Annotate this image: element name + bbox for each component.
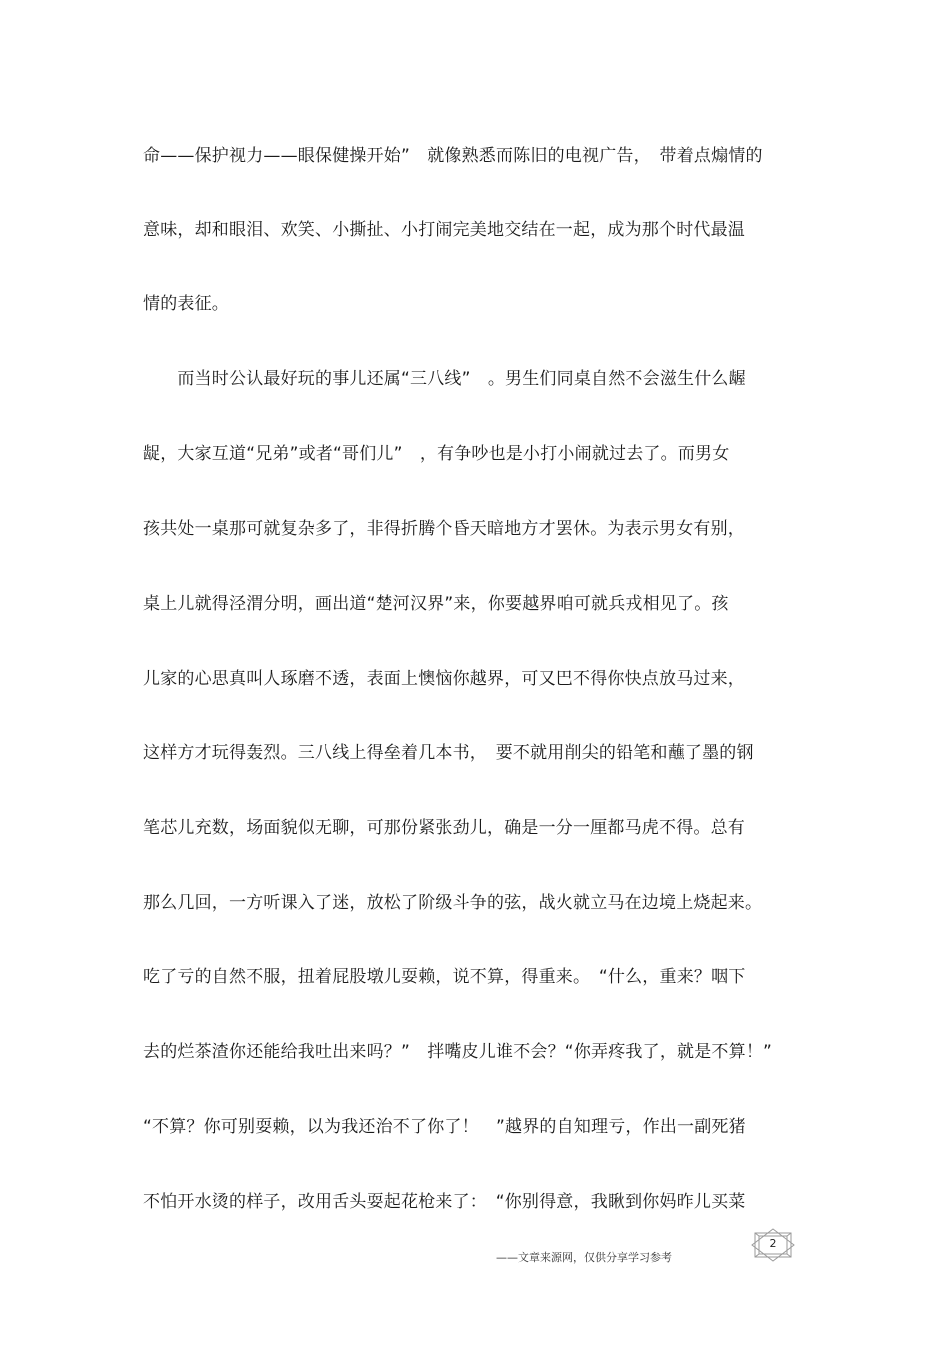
text-line: 吃了亏的自然不服，扭着屁股墩儿耍赖，说不算，得重来。 “什么，重来？咽下 — [143, 967, 746, 987]
text-line: 这样方才玩得轰烈。三八线上得垒着几本书， 要不就用削尖的铅笔和蘸了墨的钢 — [143, 743, 754, 763]
text-line: 去的烂茶渣你还能给我吐出来吗？” 拌嘴皮儿谁不会？“你弄疼我了，就是不算！” — [143, 1042, 773, 1062]
text-line: 那么几回，一方听课入了迷，放松了阶级斗争的弦，战火就立马在边境上烧起来。 — [143, 893, 763, 913]
footer-source-note: ——文章来源网，仅供分享学习参考 — [496, 1251, 672, 1264]
text-line: 桌上儿就得泾渭分明，画出道“楚河汉界”来，你要越界咱可就兵戎相见了。孩 — [143, 594, 729, 614]
text-line: 情的表征。 — [143, 294, 229, 314]
text-line: 笔芯儿充数，场面貌似无聊，可那份紧张劲儿，确是一分一厘都马虎不得。总有 — [143, 818, 745, 838]
text-line: 而当时公认最好玩的事儿还属“三八线” 。男生们同桌自然不会滋生什么龌 — [143, 369, 746, 389]
page-number-badge — [749, 1228, 797, 1262]
text-line: “不算？你可别耍赖，以为我还治不了你了！ ”越界的自知理亏，作出一副死猪 — [143, 1117, 746, 1137]
text-line: 意味，却和眼泪、欢笑、小撕扯、小打闹完美地交结在一起，成为那个时代最温 — [143, 220, 745, 240]
text-line: 孩共处一桌那可就复杂多了，非得折腾个昏天暗地方才罢休。为表示男女有别， — [143, 519, 745, 539]
page-number: 2 — [769, 1237, 777, 1250]
text-line: 儿家的心思真叫人琢磨不透，表面上懊恼你越界，可又巴不得你快点放马过来， — [143, 669, 745, 689]
text-line: 龊，大家互道“兄弟”或者“哥们儿” ，有争吵也是小打小闹就过去了。而男女 — [143, 444, 730, 464]
text-line: 不怕开水烫的样子，改用舌头耍起花枪来了： “你别得意，我瞅到你妈昨儿买菜 — [143, 1192, 746, 1212]
text-line: 命——保护视力——眼保健操开始” 就像熟悉而陈旧的电视广告， 带着点煽情的 — [143, 146, 763, 166]
